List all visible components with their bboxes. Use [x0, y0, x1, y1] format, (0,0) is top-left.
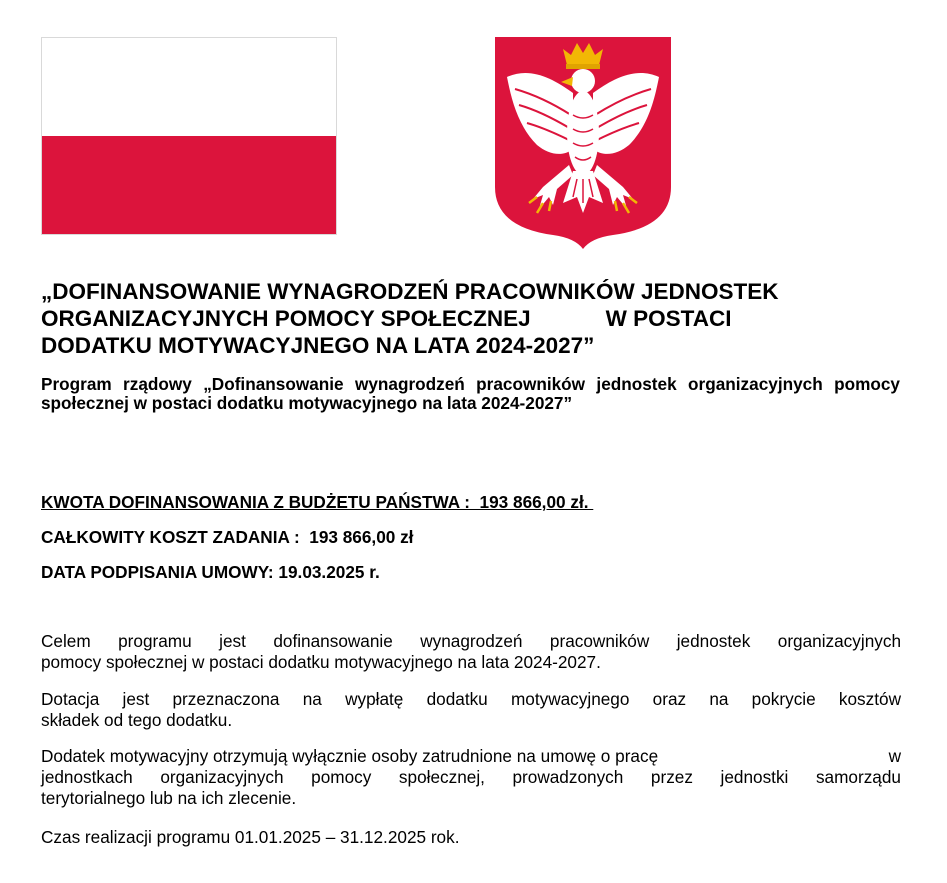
paragraph-fragment: w	[888, 746, 901, 766]
title-line: ORGANIZACYJNYCH POMOCY SPOŁECZNEJ W POSTACI	[41, 306, 732, 331]
paragraph-line: Celem programu jest dofinansowanie wynagrodzeń pracowników jednostek organizacyjnych	[41, 631, 901, 651]
paragraph-line	[41, 746, 901, 767]
title-line: „DOFINANSOWANIE WYNAGRODZEŃ PRACOWNIKÓW JEDNOSTEK	[41, 279, 779, 304]
flag-red-stripe	[42, 136, 336, 234]
total-cost: CAŁKOWITY KOSZT ZADANIA : 193 866,00 zł	[41, 527, 414, 547]
paragraph-purpose	[41, 689, 901, 731]
contract-date: DATA PODPISANIA UMOWY: 19.03.2025 r.	[41, 562, 380, 582]
paragraph-timeline	[41, 827, 901, 848]
paragraph-line: składek od tego dodatku.	[41, 710, 233, 730]
title-line: DODATKU MOTYWACYJNEGO NA LATA 2024-2027”	[41, 333, 595, 358]
paragraph-line: Czas realizacji programu 01.01.2025 – 31.12.2025 rok.	[41, 827, 460, 847]
white-eagle-emblem-icon	[493, 37, 673, 249]
page-title	[41, 278, 911, 359]
paragraph-eligibility	[41, 746, 901, 809]
paragraph-fragment: Dodatek motywacyjny otrzymują wyłącznie osoby zatrudnione na umowę o pracę	[41, 746, 659, 766]
flag-white-stripe	[42, 38, 336, 136]
paragraph-line: Dotacja jest przeznaczona na wypłatę dodatku motywacyjnego oraz na pokrycie kosztów	[41, 689, 901, 709]
funding-amount: KWOTA DOFINANSOWANIA Z BUDŻETU PAŃSTWA : 193 866,00 zł.	[41, 492, 594, 512]
poland-flag-icon	[41, 37, 337, 235]
program-subtitle: Program rządowy „Dofinansowanie wynagrodzeń pracowników jednostek organizacyjnych pomocy społecznej w postaci dodatku motywacyjnego na lata 2024-2027”	[41, 374, 900, 413]
paragraph-line: pomocy społecznej w postaci dodatku motywacyjnego na lata 2024-2027.	[41, 652, 601, 672]
paragraph-line: jednostkach organizacyjnych pomocy społecznej, prowadzonych przez jednostki samorządu	[41, 767, 901, 787]
paragraph-line: terytorialnego lub na ich zlecenie.	[41, 788, 297, 808]
paragraph-goal	[41, 631, 901, 673]
